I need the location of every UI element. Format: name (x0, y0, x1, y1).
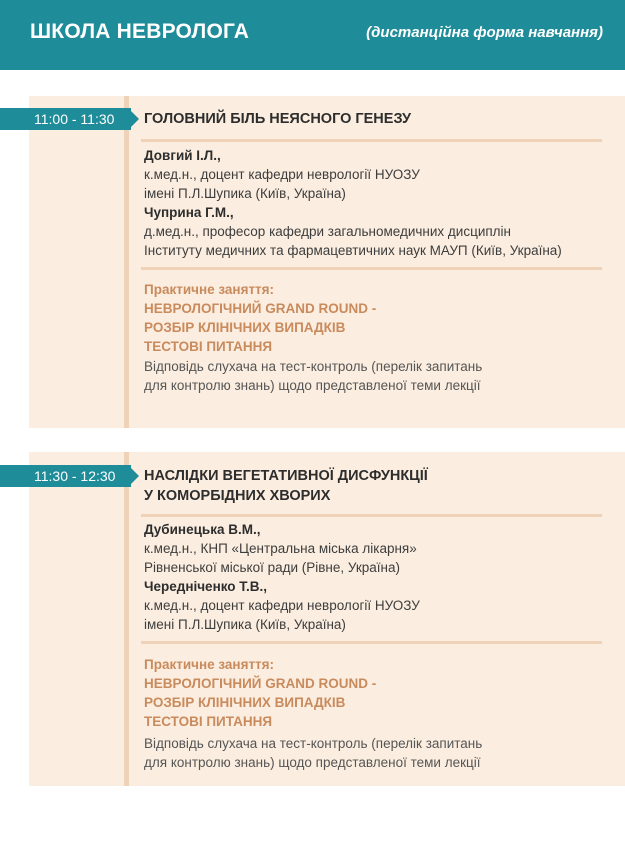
practical-title: ТЕСТОВІ ПИТАННЯ (144, 339, 273, 354)
speaker-details: к.мед.н., КНП «Центральна міська лікарня» (144, 541, 417, 556)
speaker-details: імені П.Л.Шупика (Київ, Україна) (144, 186, 346, 201)
divider (141, 514, 602, 517)
speaker-details: к.мед.н., доцент кафедри неврології НУОЗУ (144, 167, 420, 182)
session-time: 11:00 - 11:30 (0, 108, 131, 130)
timeline-line (124, 452, 129, 786)
practical-label: Практичне заняття: (144, 282, 275, 297)
timeline-line (124, 96, 129, 428)
speaker-name: Дубинецька В.М., (144, 522, 261, 537)
session-title: НАСЛІДКИ ВЕГЕТАТИВНОЇ ДИСФУНКЦІЇ У КОМОРБІДНИХ ХВОРИХ (144, 468, 428, 504)
speaker-name: Довгий І.Л., (144, 148, 221, 163)
practical-title: ТЕСТОВІ ПИТАННЯ (144, 714, 273, 729)
session-title: ГОЛОВНИЙ БІЛЬ НЕЯСНОГО ГЕНЕЗУ (144, 111, 411, 127)
practical-label: Практичне заняття: (144, 657, 275, 672)
speaker-details: к.мед.н., доцент кафедри неврології НУОЗУ (144, 598, 420, 613)
session-time: 11:30 - 12:30 (0, 465, 131, 487)
speakers-list (144, 146, 562, 260)
practical-session (144, 280, 376, 356)
speakers-list (144, 520, 420, 634)
speaker-details: імені П.Л.Шупика (Київ, Україна) (144, 617, 346, 632)
practical-title: НЕВРОЛОГІЧНИЙ GRAND ROUND - (144, 676, 377, 691)
divider (141, 139, 602, 142)
practical-title: НЕВРОЛОГІЧНИЙ GRAND ROUND - (144, 301, 377, 316)
page-subtitle: (дистанційна форма навчання) (366, 24, 603, 41)
page-title: ШКОЛА НЕВРОЛОГА (30, 20, 250, 43)
speaker-details: Інституту медичних та фармацевтичних наук МАУП (Київ, Україна) (144, 243, 562, 258)
practical-title: РОЗБІР КЛІНІЧНИХ ВИПАДКІВ (144, 320, 346, 335)
practical-session (144, 655, 376, 731)
speaker-details: Рівненської міської ради (Рівне, Україна) (144, 560, 400, 575)
practical-note: Відповідь слухача на тест-контроль (перелік запитань для контролю знань) щодо представленої теми лекції (144, 359, 483, 393)
practical-title: РОЗБІР КЛІНІЧНИХ ВИПАДКІВ (144, 695, 346, 710)
speaker-name: Чуприна Г.М., (144, 205, 234, 220)
speaker-details: д.мед.н., професор кафедри загальномедичних дисциплін (144, 224, 512, 239)
divider (141, 641, 602, 644)
speaker-name: Чередніченко Т.В., (144, 579, 268, 594)
page-header (0, 0, 625, 70)
divider (141, 267, 602, 270)
practical-note: Відповідь слухача на тест-контроль (перелік запитань для контролю знань) щодо представленої теми лекції (144, 736, 483, 770)
